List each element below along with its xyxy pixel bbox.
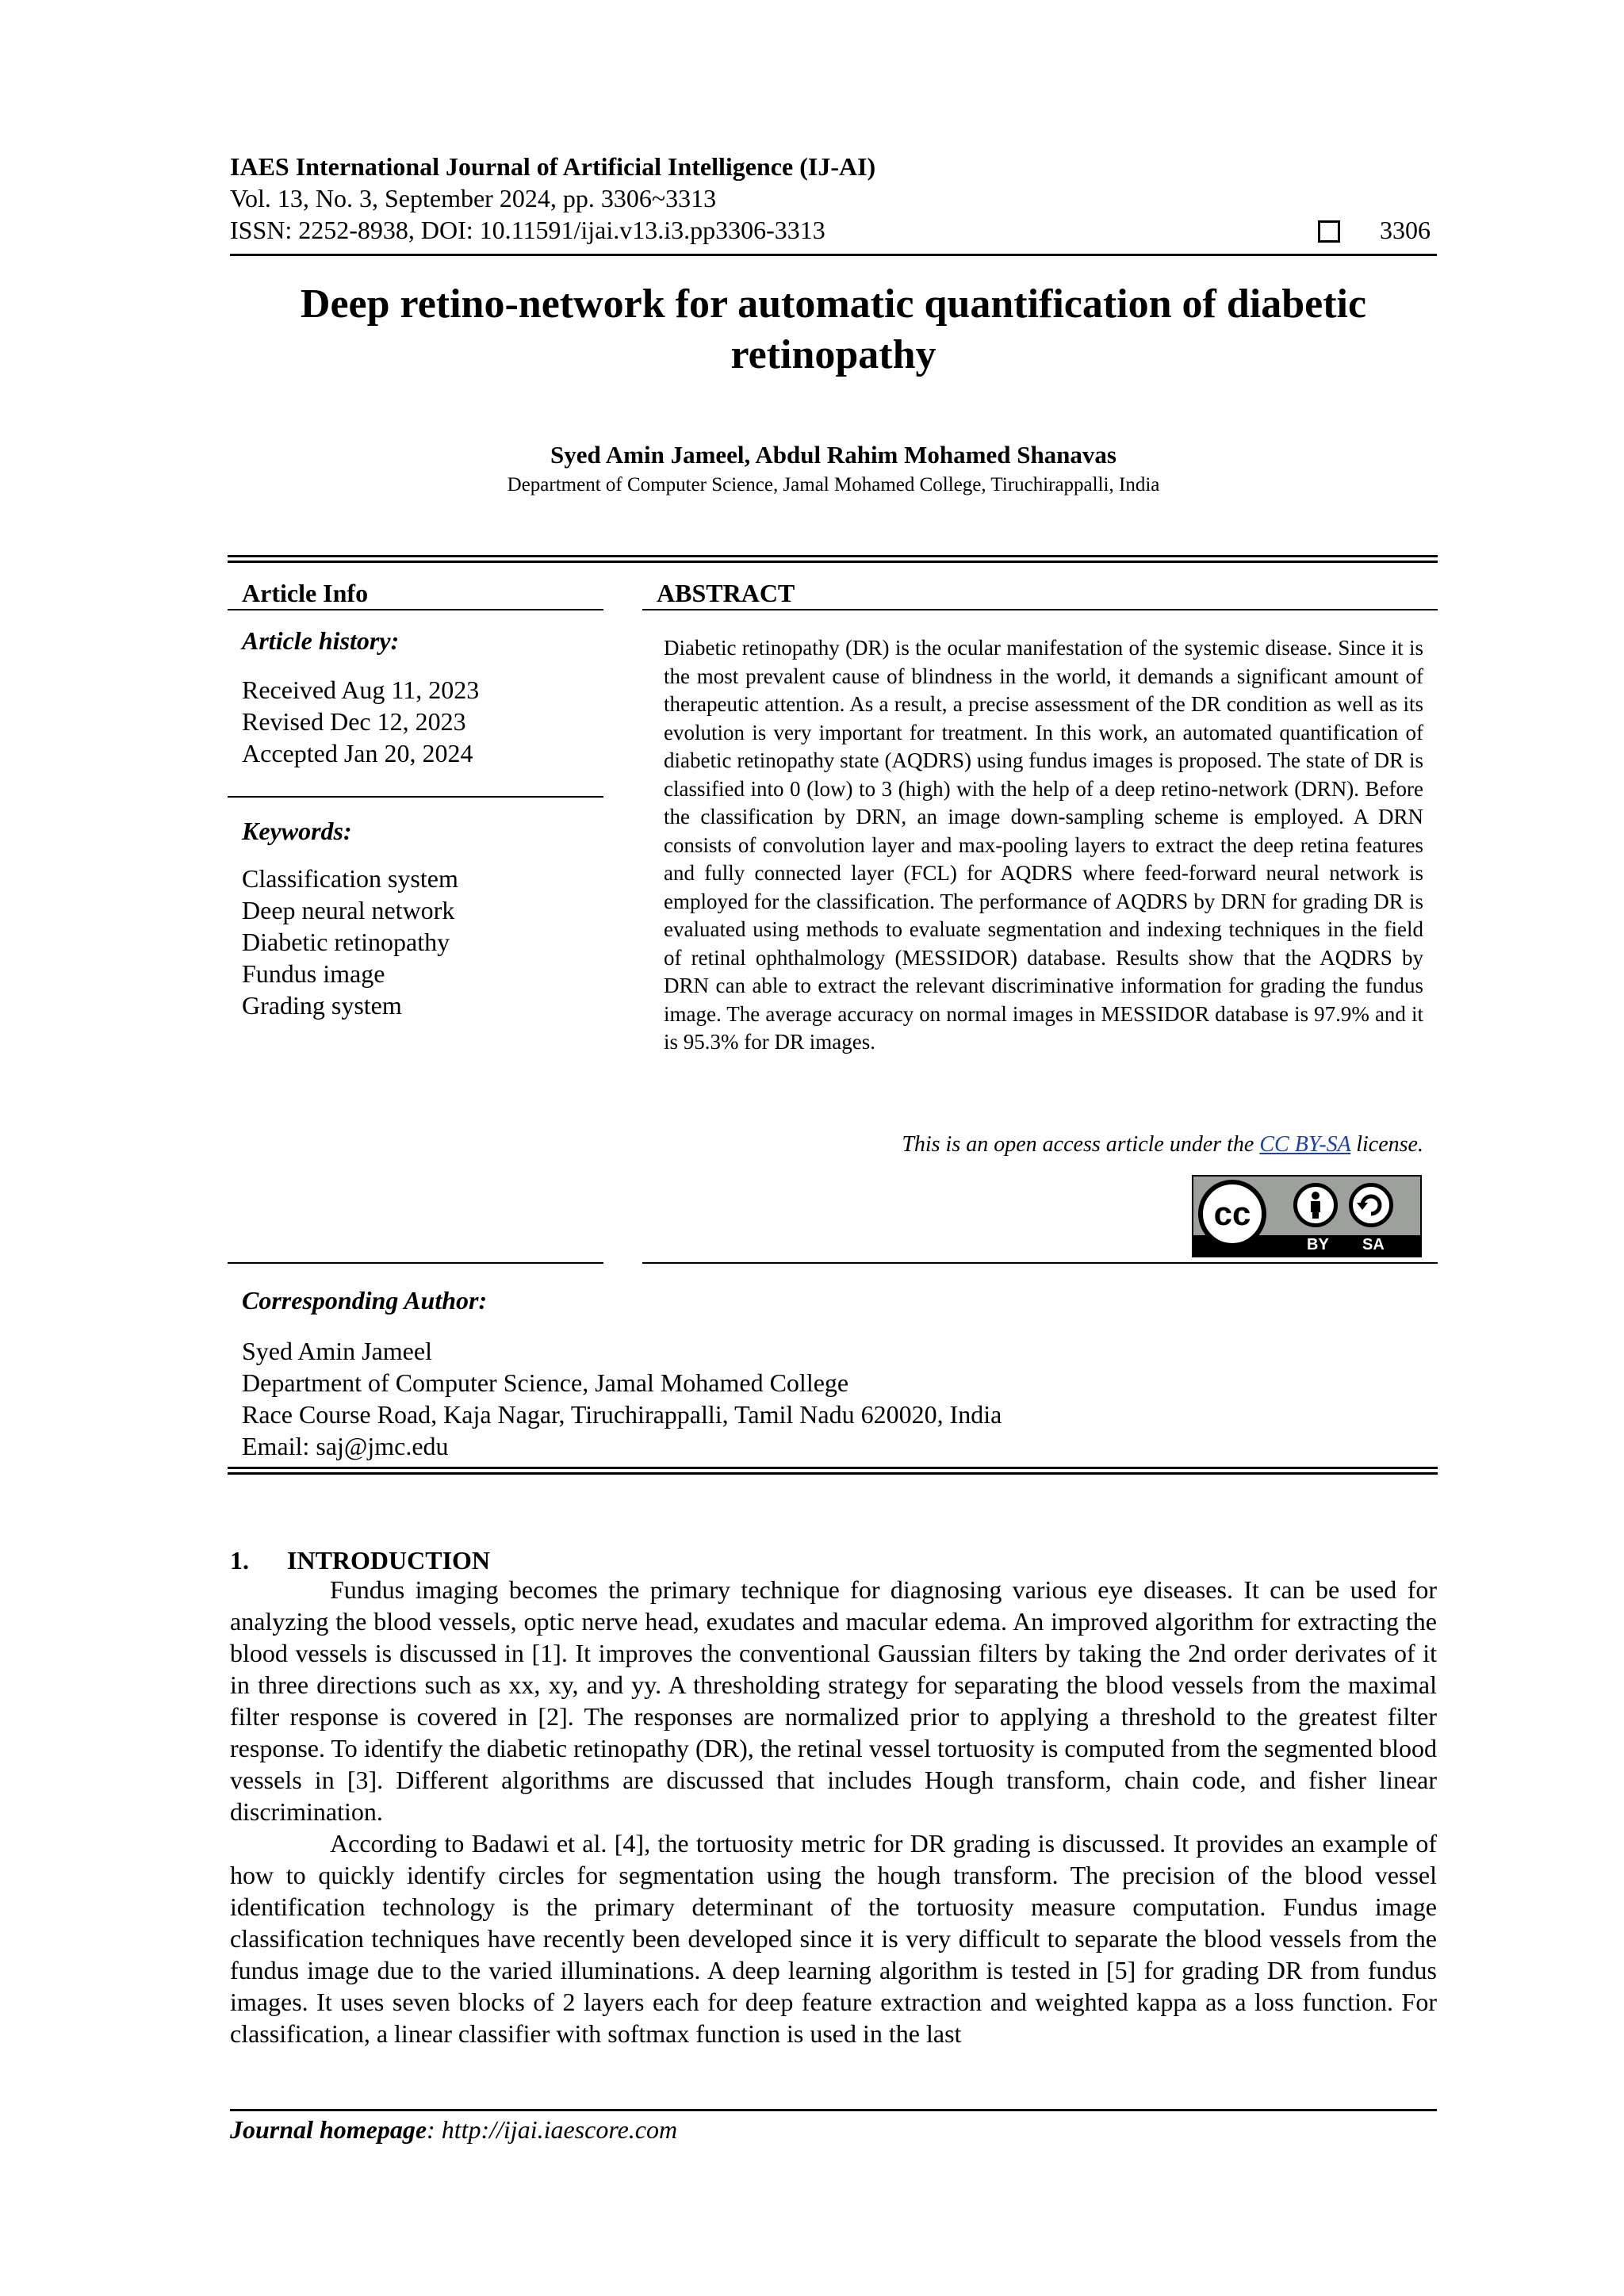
keywords-heading: Keywords: xyxy=(242,817,352,845)
double-rule-bottom-2 xyxy=(228,1472,1438,1475)
paper-authors: Syed Amin Jameel, Abdul Rahim Mohamed Shanavas xyxy=(550,441,1116,469)
homepage-label: Journal homepage xyxy=(230,2115,427,2144)
keyword-item: Diabetic retinopathy xyxy=(242,928,450,956)
corr-department: Department of Computer Science, Jamal Mohamed College xyxy=(242,1368,849,1397)
cc-sa-label: SA xyxy=(1362,1236,1385,1253)
introduction-body xyxy=(230,1574,1437,2049)
introduction-heading: 1. INTRODUCTION xyxy=(230,1546,491,1575)
abstract-heading: ABSTRACT xyxy=(657,579,795,607)
abstract-text: Diabetic retinopathy (DR) is the ocular manifestation of the systemic disease. Since it is the most prevalent cause of blindness in the world, it demands a significant amount of therapeutic attention. As a result, a precise assessment of the DR condition as well as its evolution is very important for treatment. In this work, an automated quantification of diabetic retinopathy state (AQDRS) using fundus images is proposed. The state of DR is classified into 0 (low) to 3 (high) with the help of a deep retino-network (DRN). Before the classification by DRN, an image down-sampling scheme is employed. A DRN consists of convolution layer and max-pooling layers to extract the deep retina features and fully connected layer (FCL) for AQDRS where feed-forward neural network is employed for the classification. The performance of AQDRS by DRN for grading DR is evaluated using methods to evaluate segmentation and indexing techniques in the field of retinal ophthalmology (MESSIDOR) database. Results show that the AQDRS by DRN can able to extract the relevant discriminative information for grading the fundus image. The average accuracy on normal images in MESSIDOR database is 97.9% and it is 95.3% for DR images. xyxy=(664,636,1423,1054)
journal-homepage xyxy=(230,2115,677,2145)
abstract-rule xyxy=(642,609,1438,610)
corr-address: Race Course Road, Kaja Nagar, Tiruchirappalli, Tamil Nadu 620020, India xyxy=(242,1400,1002,1429)
article-history-list xyxy=(242,674,479,769)
keyword-item: Grading system xyxy=(242,991,402,1020)
author-affiliation: Department of Computer Science, Jamal Mohamed College, Tiruchirappalli, India xyxy=(507,474,1160,496)
checkbox-square-icon xyxy=(1318,220,1340,243)
double-rule-bottom-1 xyxy=(228,1467,1438,1469)
abstract-bottom-rule xyxy=(642,1262,1438,1264)
history-revised: Revised Dec 12, 2023 xyxy=(242,707,466,736)
keywords-list xyxy=(242,863,458,1021)
creative-commons-icon: cc xyxy=(1198,1180,1266,1248)
cc-by-sa-link[interactable]: CC BY-SA xyxy=(1259,1132,1351,1157)
keyword-item: Deep neural network xyxy=(242,896,455,924)
share-alike-icon xyxy=(1349,1183,1393,1227)
double-rule-top-1 xyxy=(228,555,1438,557)
footer-rule xyxy=(230,2109,1437,2111)
keyword-item: Classification system xyxy=(242,864,458,893)
intro-paragraph-2: According to Badawi et al. [4], the tortuosity metric for DR grading is discussed. It provides an example of how to quickly identify circles for segmentation using the hough transform. The precision of the blood vessel identification technology is the primary determinant of the tortuosity measure computation. Fundus image classification techniques have recently been developed since it is very difficult to separate the blood vessels from the fundus image due to the varied illuminations. A deep learning algorithm is tested in [5] for grading DR from fundus images. It uses seven blocks of 2 layers each for deep feature extraction and weighted kappa as a loss function. For classification, a linear classifier with softmax function is used in the last xyxy=(230,1829,1437,2048)
article-history-heading: Article history: xyxy=(242,626,400,655)
intro-paragraph-1: Fundus imaging becomes the primary technique for diagnosing various eye diseases. It can be used for analyzing the blood vessels, optic nerve head, exudates and macular edema. An improved algorithm for extracting the blood vessels is discussed in [1]. It improves the conventional Gaussian filters by taking the 2nd order derivates of it in three directions such as xx, xy, and yy. A thresholding strategy for separating the blood vessels from the maximal filter response is covered in [2]. The responses are normalized prior to applying a threshold to the greatest filter response. To identify the diabetic retinopathy (DR), the retinal vessel tortuosity is computed from the segmented blood vessels in [3]. Different algorithms are discussed that includes Hough transform, chain code, and fisher linear discrimination. xyxy=(230,1575,1437,1826)
history-received: Received Aug 11, 2023 xyxy=(242,675,480,704)
license-note xyxy=(664,1132,1423,1158)
paper-title: Deep retino-network for automatic quantification of diabetic retinopathy xyxy=(300,281,1367,377)
page-number: 3306 xyxy=(1380,216,1431,244)
corresponding-author-heading: Corresponding Author: xyxy=(242,1286,488,1314)
keywords-rule xyxy=(228,796,603,798)
article-info-bottom-rule xyxy=(228,1262,603,1264)
article-info-heading: Article Info xyxy=(242,579,369,607)
cc-by-label: BY xyxy=(1307,1236,1329,1253)
corr-email: Email: saj@jmc.edu xyxy=(242,1432,449,1460)
corr-name: Syed Amin Jameel xyxy=(242,1337,432,1365)
article-info-rule xyxy=(228,609,603,610)
homepage-url[interactable]: : http://ijai.iaescore.com xyxy=(427,2115,678,2144)
double-rule-top-2 xyxy=(228,561,1438,563)
journal-issn: ISSN: 2252-8938, DOI: 10.11591/ijai.v13.i3.pp3306-3313 xyxy=(230,216,825,244)
attribution-person-icon xyxy=(1293,1183,1338,1227)
journal-volume: Vol. 13, No. 3, September 2024, pp. 3306~3313 xyxy=(230,184,717,212)
corresponding-author-details xyxy=(242,1335,1002,1462)
keyword-item: Fundus image xyxy=(242,959,385,988)
journal-name: IAES International Journal of Artificial Intelligence (IJ-AI) xyxy=(230,152,876,181)
history-accepted: Accepted Jan 20, 2024 xyxy=(242,739,473,767)
cc-by-sa-badge[interactable] xyxy=(1192,1175,1422,1257)
license-prefix: This is an open access article under the xyxy=(902,1132,1260,1157)
header-rule xyxy=(230,254,1437,256)
license-suffix: license. xyxy=(1350,1132,1423,1157)
